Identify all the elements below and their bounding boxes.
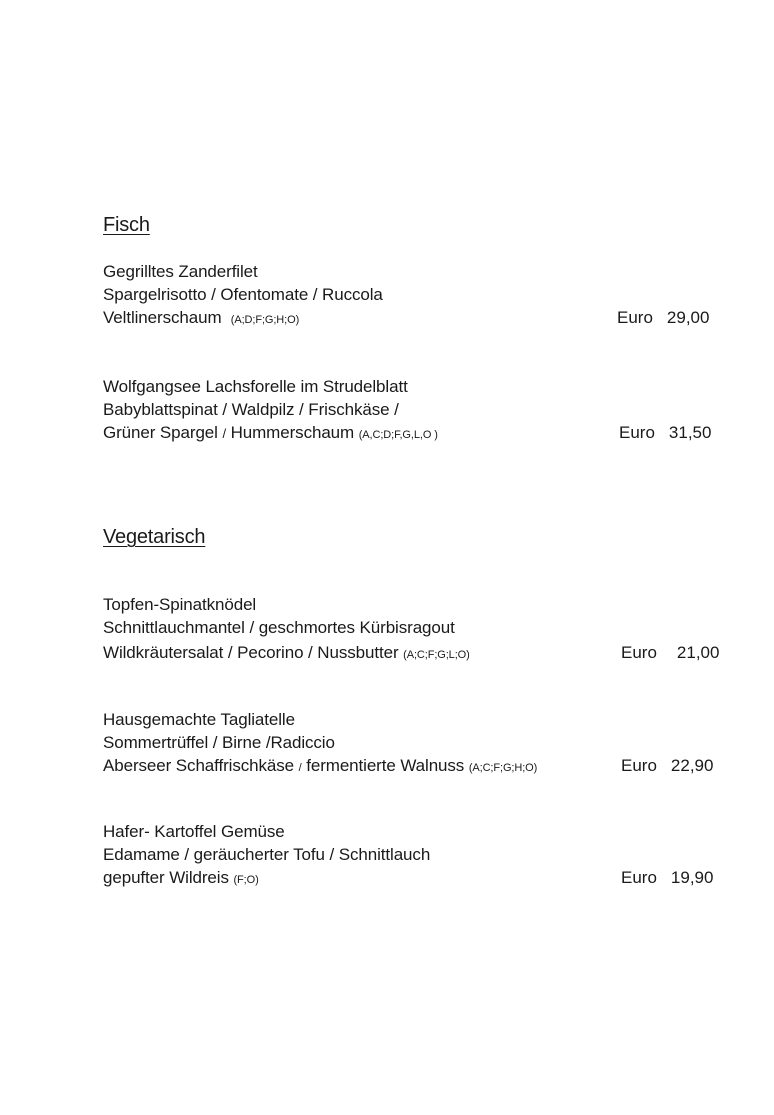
dish-description: Edamame / geräucherter Tofu / Schnittlauch [103,845,431,864]
allergen-codes: (A;D;F;G;H;O) [230,314,300,326]
price-lachsforelle [619,421,711,444]
dish-sauce: Hummerschaum [230,423,355,442]
section-title-vegetarisch: Vegetarisch [103,526,206,548]
dish-name: Hausgemachte Tagliatelle [103,710,295,729]
dish-name: Hafer- Kartoffel Gemüse [103,822,285,841]
price-zanderfilet [617,306,709,329]
allergen-codes: (F;O) [233,874,259,886]
allergen-codes: (A;C;F;G;L;O) [403,649,470,661]
price-hafer-kartoffel [621,866,713,889]
currency-label: Euro [621,868,657,887]
allergen-codes: (A,C;D;F,G,L,O ) [358,429,438,441]
separator-slash: / [222,426,226,441]
dish-side: Grüner Spargel [103,423,218,442]
currency-label: Euro [617,308,653,327]
price-amount: 29,00 [666,308,710,327]
currency-label: Euro [619,423,655,442]
price-amount: 31,50 [668,423,712,442]
allergen-codes: (A;C;F;G;H;O) [468,762,538,774]
section-title-fisch: Fisch [103,214,150,236]
price-amount: 22,90 [670,756,714,775]
dish-nut: fermentierte Walnuss [306,756,465,775]
dish-description: Schnittlauchmantel / geschmortes Kürbisragout [103,618,455,637]
dish-name: Gegrilltes Zanderfilet [103,262,258,281]
dish-description: Babyblattspinat / Waldpilz / Frischkäse / [103,400,399,419]
dish-grain: gepufter Wildreis [103,868,229,887]
price-tagliatelle [621,754,713,777]
currency-label: Euro [621,756,657,775]
dish-cheese: Aberseer Schaffrischkäse [103,756,294,775]
currency-label: Euro [621,643,657,662]
price-amount: 19,90 [670,868,714,887]
price-spinatknoedel [621,641,719,664]
separator-slash: / [298,762,302,774]
price-amount: 21,00 [676,643,720,662]
dish-name: Wolfgangsee Lachsforelle im Strudelblatt [103,377,408,396]
dish-sauce: Veltlinerschaum [103,308,222,327]
dish-description: Sommertrüffel / Birne /Radiccio [103,733,335,752]
dish-name: Topfen-Spinatknödel [103,595,257,614]
dish-description: Spargelrisotto / Ofentomate / Ruccola [103,285,383,304]
dish-sides: Wildkräutersalat / Pecorino / Nussbutter [103,643,399,662]
